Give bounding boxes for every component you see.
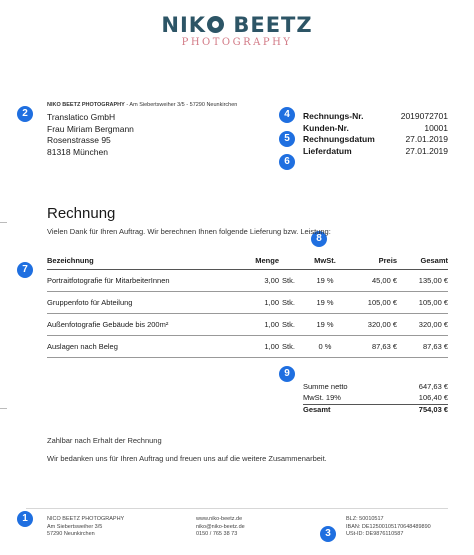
meta-row-invoice-number [303, 111, 448, 123]
badge-1: 1 [17, 511, 33, 527]
sender-line [47, 102, 237, 108]
recipient-city: 81318 München [47, 146, 108, 157]
item-description: Außenfotografie Gebäude bis 200m² [47, 314, 235, 336]
thanks-note: Wir bedanken uns für Ihren Auftrag und freuen uns auf die weitere Zusammenarbeit. [47, 454, 327, 463]
meta-row-delivery-date [303, 146, 448, 158]
item-description: Auslagen nach Beleg [47, 336, 235, 358]
logo-name-start: NIK [161, 13, 207, 37]
meta-value: 27.01.2019 [405, 145, 448, 156]
item-price: 105,00 € [345, 292, 397, 314]
footer-company: NICO BEETZ PHOTOGRAPHY [47, 516, 125, 522]
fold-mark [0, 222, 7, 223]
recipient-street: Rosenstrasse 95 [47, 135, 111, 145]
meta-label: Rechnungs-Nr. [303, 111, 364, 121]
col-header-unit [279, 252, 305, 270]
badge-7: 7 [17, 262, 33, 278]
footer-email: niko@niko-beetz.de [196, 523, 245, 530]
camera-lens-icon [207, 16, 224, 33]
footer-bank [346, 516, 431, 539]
item-vat: 19 % [305, 314, 345, 336]
badge-4: 4 [279, 107, 295, 123]
fold-mark [0, 408, 7, 409]
recipient-address [47, 112, 134, 158]
item-price: 45,00 € [345, 270, 397, 292]
item-unit: Stk. [279, 336, 305, 358]
item-total: 320,00 € [397, 314, 448, 336]
item-unit: Stk. [279, 314, 305, 336]
meta-label: Rechnungsdatum [303, 134, 375, 144]
meta-label: Lieferdatum [303, 145, 352, 156]
badge-6: 6 [279, 154, 295, 170]
col-header-total: Gesamt [397, 252, 448, 270]
item-total: 135,00 € [397, 270, 448, 292]
item-vat: 0 % [305, 336, 345, 358]
total-row-vat [303, 393, 448, 404]
item-total: 87,63 € [397, 336, 448, 358]
total-row-net [303, 382, 448, 393]
totals-block [303, 382, 448, 416]
line-items-table [47, 252, 448, 358]
item-unit: Stk. [279, 270, 305, 292]
item-price: 87,63 € [345, 336, 397, 358]
invoice-meta [303, 111, 448, 157]
meta-label: Kunden-Nr. [303, 122, 349, 133]
col-header-description: Bezeichnung [47, 252, 235, 270]
item-quantity: 3,00 [235, 270, 279, 292]
total-value: 106,40 € [418, 392, 448, 402]
footer-blz: BLZ: 50010517 [346, 516, 384, 522]
sender-address: - Am Siebertsweiher 3/5 - 57290 Neunkirchen [124, 102, 238, 108]
total-row-gross [303, 404, 448, 416]
meta-value: 27.01.2019 [405, 134, 448, 144]
payment-terms: Zahlbar nach Erhalt der Rechnung [47, 436, 162, 445]
item-quantity: 1,00 [235, 314, 279, 336]
meta-row-invoice-date [303, 134, 448, 146]
badge-9: 9 [279, 366, 295, 382]
footer-divider [26, 508, 448, 509]
invoice-title: Rechnung [47, 205, 116, 222]
meta-value: 2019072701 [400, 111, 448, 121]
invoice-intro: Vielen Dank für Ihren Auftrag. Wir berechnen Ihnen folgende Lieferung bzw. Leistung: [47, 227, 331, 236]
item-price: 320,00 € [345, 314, 397, 336]
table-row [47, 292, 448, 314]
total-label: Summe netto [303, 382, 348, 391]
table-header-row [47, 252, 448, 270]
footer-iban: IBAN: DE12500105170648489890 [346, 523, 431, 530]
footer-phone: 0150 / 765 38 73 [196, 531, 238, 537]
item-total: 105,00 € [397, 292, 448, 314]
footer-address [47, 516, 124, 539]
item-vat: 19 % [305, 292, 345, 314]
total-label: MwSt. 19% [303, 392, 341, 402]
footer-street: Am Siebertsweiher 3/5 [47, 523, 103, 530]
col-header-quantity: Menge [235, 252, 279, 270]
footer-city: 57290 Neunkirchen [47, 531, 95, 537]
table-row [47, 314, 448, 336]
meta-row-customer-number [303, 123, 448, 135]
item-description: Portraitfotografie für MitarbeiterInnen [47, 270, 235, 292]
logo-name-end: BEETZ [225, 13, 313, 37]
total-value: 647,63 € [418, 382, 448, 391]
item-quantity: 1,00 [235, 292, 279, 314]
meta-value: 10001 [424, 122, 448, 133]
badge-5: 5 [279, 131, 295, 147]
col-header-vat: MwSt. [305, 252, 345, 270]
total-label: Gesamt [303, 405, 331, 414]
col-header-price: Preis [345, 252, 397, 270]
logo-tagline: PHOTOGRAPHY [181, 37, 293, 48]
footer-vat-id: USt-ID: DE9876110587 [346, 531, 404, 537]
item-description: Gruppenfoto für Abteilung [47, 292, 235, 314]
total-value: 754,03 € [418, 405, 448, 414]
footer-contact [196, 516, 245, 539]
recipient-contact: Frau Miriam Bergmann [47, 123, 134, 134]
item-quantity: 1,00 [235, 336, 279, 358]
recipient-company: Translatico GmbH [47, 112, 116, 122]
badge-2: 2 [17, 106, 33, 122]
badge-3: 3 [320, 526, 336, 542]
footer-website: www.niko-beetz.de [196, 516, 243, 522]
badge-8: 8 [311, 231, 327, 247]
item-unit: Stk. [279, 292, 305, 314]
sender-company: NIKO BEETZ PHOTOGRAPHY [47, 102, 125, 108]
logo-wordmark [0, 13, 474, 37]
table-row [47, 270, 448, 292]
item-vat: 19 % [305, 270, 345, 292]
table-row [47, 336, 448, 358]
